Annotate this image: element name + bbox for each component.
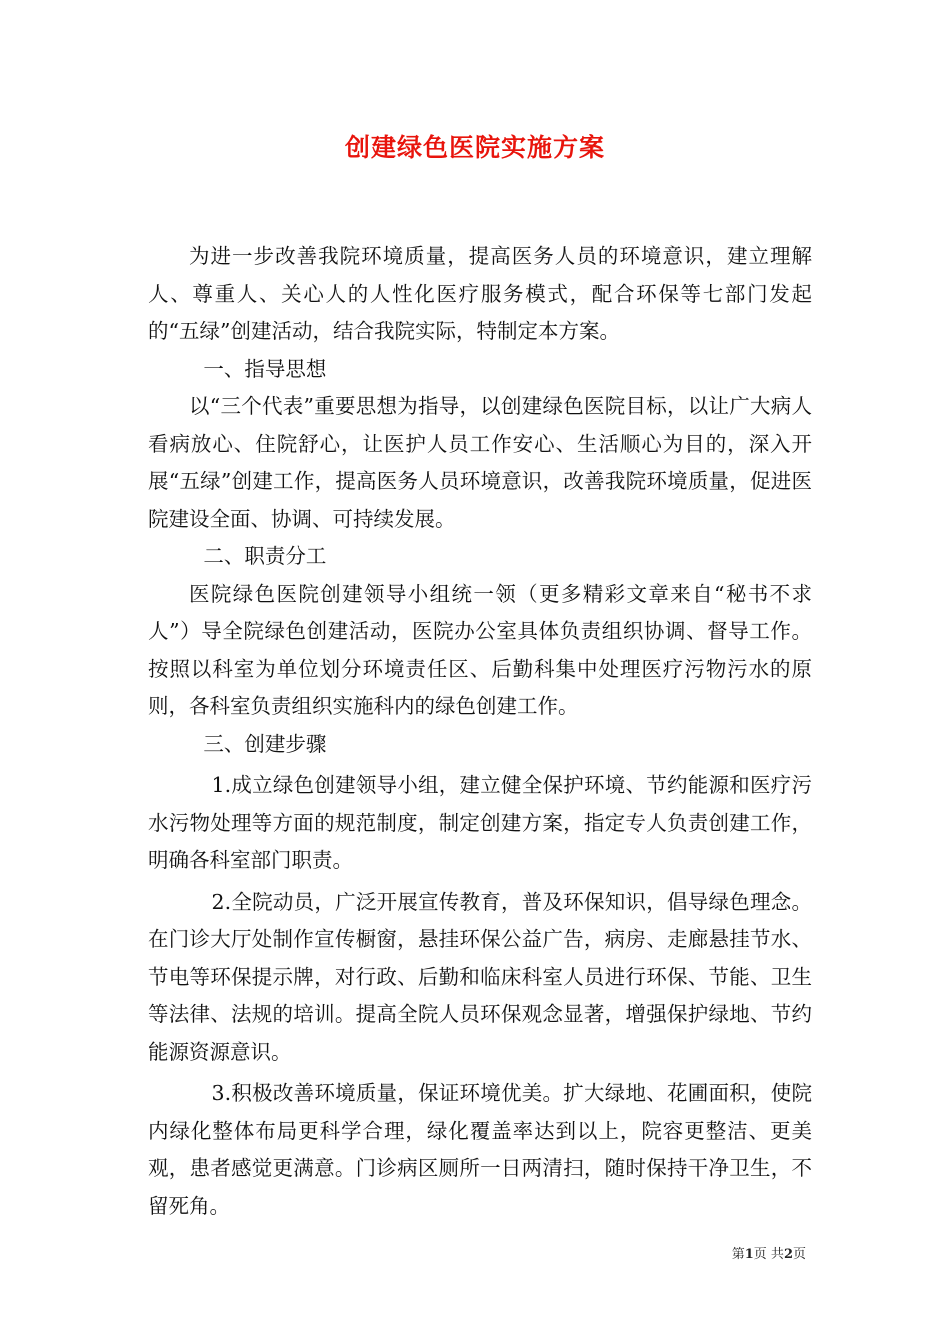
guiding-ideology-paragraph: 以“三个代表”重要思想为指导，以创建绿色医院目标，以让广大病人看病放心、住院舒心，让医护人员工作安心、生活顺心为目的，深入开展“五绿”创建工作，提高医务人员环境意识，改善我院环境质量，促进医院建设全面、协调、可持续发展。 [148,394,812,531]
step-paragraph-3: 3.积极改善环境质量，保证环境优美。扩大绿地、花圃面积，使院内绿化整体布局更科学合理，绿化覆盖率达到以上，院容更整洁、更美观，患者感觉更满意。门诊病区厕所一日两清扫，随时保持干净卫生，不留死角。 [148,1081,812,1218]
step-paragraph-2: 2.全院动员，广泛开展宣传教育，普及环保知识，倡导绿色理念。在门诊大厅处制作宣传橱窗，悬挂环保公益广告，病房、走廊悬挂节水、节电等环保提示牌，对行政、后勤和临床科室人员进行环保、节能、卫生等法律、法规的培训。提高全院人员环保观念显著，增强保护绿地、节约能源资源意识。 [148,889,812,1064]
document-title: 创建绿色医院实施方案 [344,133,605,162]
section-heading-steps: 三、创建步骤 [203,731,327,756]
section-heading-guiding-ideology: 一、指导思想 [203,356,327,381]
footer-total-pages: 2 [783,1247,793,1262]
footer-suffix: 页 [792,1247,806,1262]
responsibilities-paragraph: 医院绿色医院创建领导小组统一领（更多精彩文章来自“秘书不求人”）导全院绿色创建活动，医院办公室具体负责组织协调、督导工作。按照以科室为单位划分环境责任区、后勤科集中处理医疗污物污水的原则，各科室负责组织实施科内的绿色创建工作。 [148,581,812,718]
footer-prefix: 第 [731,1247,745,1262]
intro-paragraph: 为进一步改善我院环境质量，提高医务人员的环境意识，建立理解人、尊重人、关心人的人性化医疗服务模式，配合环保等七部门发起的“五绿”创建活动，结合我院实际，特制定本方案。 [148,244,812,343]
step-paragraph-1: 1.成立绿色创建领导小组，建立健全保护环境、节约能源和医疗污水污物处理等方面的规范制度，制定创建方案，指定专人负责创建工作，明确各科室部门职责。 [148,773,812,872]
footer-current-page: 1 [744,1247,754,1262]
document-body [148,238,812,1225]
section-heading-responsibilities: 二、职责分工 [203,544,327,568]
footer-middle: 页 共 [753,1247,784,1262]
page-number-footer [732,1243,806,1262]
